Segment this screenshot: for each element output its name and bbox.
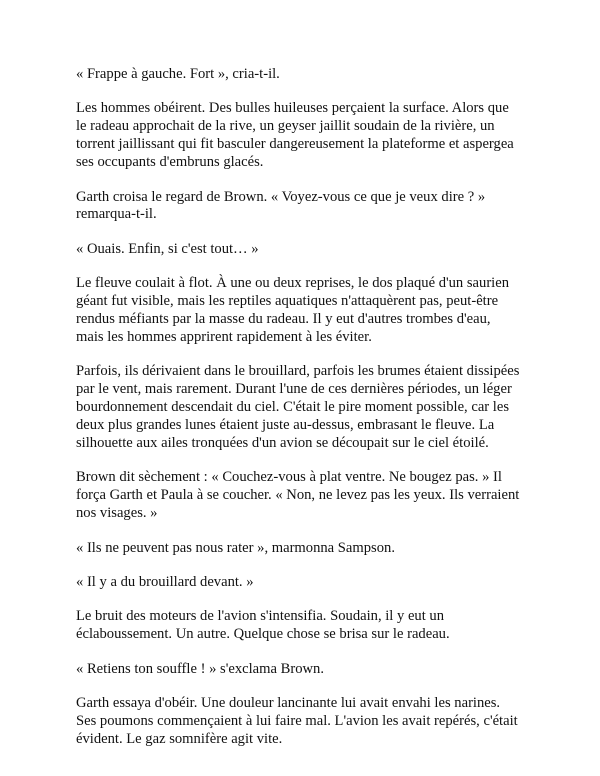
paragraph: Garth croisa le regard de Brown. « Voyez-vous ce que je veux dire ? » remarqua-t-il. bbox=[76, 188, 486, 223]
paragraph: « Ouais. Enfin, si c'est tout… » bbox=[76, 240, 259, 257]
paragraph: « Il y a du brouillard devant. » bbox=[76, 574, 254, 591]
paragraph: Parfois, ils dérivaient dans le brouillard, parfois les brumes étaient dissipées par le vent, mais rarement. Durant l'une de ces dernières périodes, un léger bourdonnement descendait du ciel. C'était le pire moment possible, car les deux plus grandes lunes étaient juste au-dessus, embrasant le fleuve. La silhouette aux ailes tronquées d'un avion se découpait sur le ciel étoilé. bbox=[76, 363, 520, 451]
paragraph: Les hommes obéirent. Des bulles huileuses perçaient la surface. Alors que le radeau approchait de la rive, un geyser jaillit soudain de la rivière, un torrent jaillissant qui fit basculer dangereusement la plateforme et aspergea ses occupants d'embruns glacés. bbox=[76, 100, 514, 171]
paragraph: « Retiens ton souffle ! » s'exclama Brown. bbox=[76, 660, 324, 677]
paragraph: Brown dit sèchement : « Couchez-vous à plat ventre. Ne bougez pas. » Il força Garth et Paula à se coucher. « Non, ne levez pas les yeux. Ils verraient nos visages. » bbox=[76, 469, 520, 522]
paragraph: « Ils ne peuvent pas nous rater », marmonna Sampson. bbox=[76, 539, 395, 556]
paragraph: Le bruit des moteurs de l'avion s'intensifia. Soudain, il y eut un éclaboussement. Un autre. Quelque chose se brisa sur le radeau. bbox=[76, 608, 450, 643]
document-page bbox=[76, 66, 546, 765]
paragraph: Le fleuve coulait à flot. À une ou deux reprises, le dos plaqué d'un saurien géant fut visible, mais les reptiles aquatiques n'attaquèrent pas, peut-être rendus méfiants par la masse du radeau. Il y eut d'autres trombes d'eau, mais les hommes apprirent rapidement à les éviter. bbox=[76, 275, 510, 345]
paragraph: Garth essaya d'obéir. Une douleur lancinante lui avait envahi les narines. Ses poumons commençaient à lui faire mal. L'avion les avait repérés, c'était évident. Le gaz somnifère agit vite. bbox=[76, 695, 518, 747]
paragraph: « Frappe à gauche. Fort », cria-t-il. bbox=[76, 66, 280, 82]
